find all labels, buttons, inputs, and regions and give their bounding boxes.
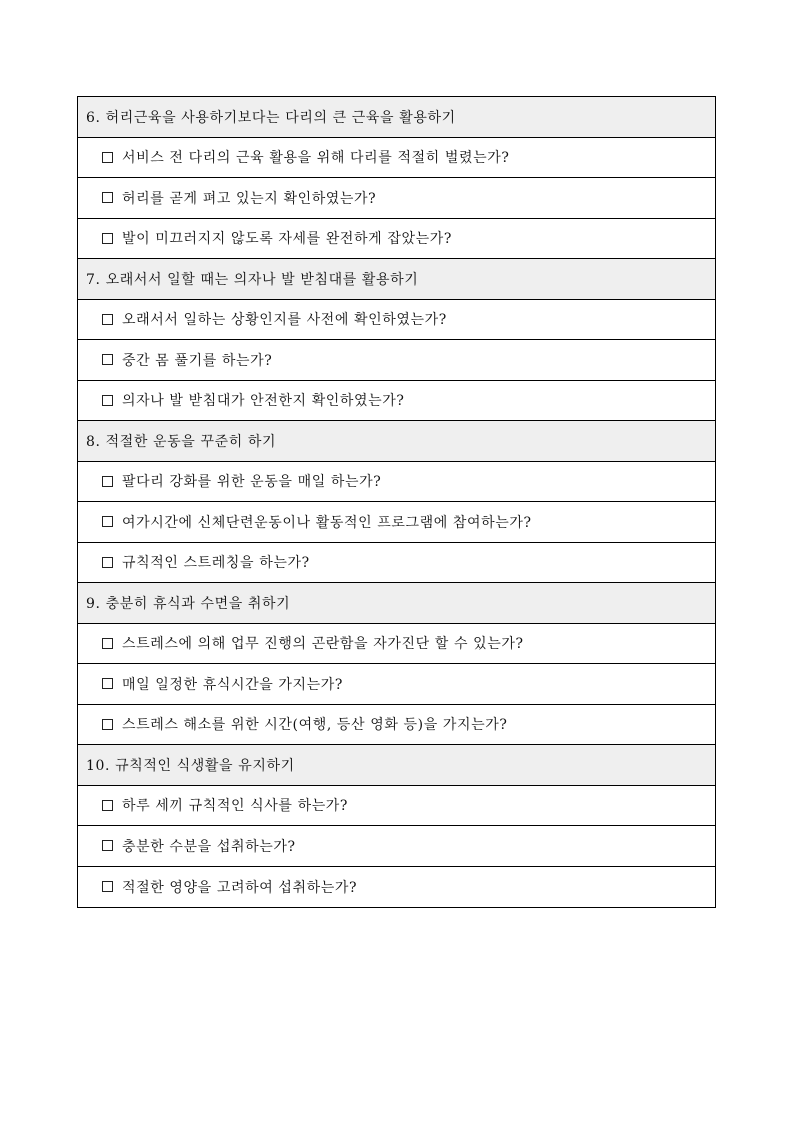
section-header (78, 97, 715, 138)
checklist-item[interactable] (78, 826, 715, 867)
checkbox-icon[interactable] (102, 881, 113, 892)
checklist-item-text: 스트레스 해소를 위한 시간(여행, 등산 영화 등)을 가지는가? (122, 717, 508, 734)
section-header (78, 259, 715, 300)
checklist-item-text: 발이 미끄러지지 않도록 자세를 완전하게 잡았는가? (122, 231, 452, 248)
checkbox-icon[interactable] (102, 840, 113, 851)
checklist-item[interactable] (78, 178, 715, 219)
checklist-item-text: 오래서서 일하는 상황인지를 사전에 확인하였는가? (122, 312, 447, 329)
checkbox-icon[interactable] (102, 395, 113, 406)
checkbox-icon[interactable] (102, 192, 113, 203)
checklist-item-text: 중간 몸 풀기를 하는가? (122, 352, 273, 369)
section-title: 6. 허리근육을 사용하기보다는 다리의 큰 근육을 활용하기 (86, 109, 456, 126)
checklist-item[interactable] (78, 300, 715, 341)
section-title: 9. 충분히 휴식과 수면을 취하기 (86, 595, 291, 612)
checklist-item-text: 서비스 전 다리의 근육 활용을 위해 다리를 적절히 벌렸는가? (122, 150, 510, 167)
section-title: 10. 규칙적인 식생활을 유지하기 (86, 757, 295, 774)
checklist-table (77, 96, 716, 908)
checkbox-icon[interactable] (102, 719, 113, 730)
checklist-item[interactable] (78, 462, 715, 503)
checklist-item-text: 팔다리 강화를 위한 운동을 매일 하는가? (122, 474, 382, 491)
checklist-item-text: 하루 세끼 규칙적인 식사를 하는가? (122, 798, 349, 815)
checkbox-icon[interactable] (102, 314, 113, 325)
checklist-item[interactable] (78, 664, 715, 705)
checkbox-icon[interactable] (102, 233, 113, 244)
section-title: 7. 오래서서 일할 때는 의자나 발 받침대를 활용하기 (86, 271, 419, 288)
checklist-item-text: 규칙적인 스트레칭을 하는가? (122, 555, 310, 572)
checklist-item-text: 매일 일정한 휴식시간을 가지는가? (122, 676, 343, 693)
checklist-item[interactable] (78, 867, 715, 908)
checkbox-icon[interactable] (102, 354, 113, 365)
checklist-item[interactable] (78, 381, 715, 422)
checklist-item-text: 허리를 곧게 펴고 있는지 확인하였는가? (122, 190, 377, 207)
checkbox-icon[interactable] (102, 678, 113, 689)
checkbox-icon[interactable] (102, 152, 113, 163)
checklist-item[interactable] (78, 705, 715, 746)
checklist-item[interactable] (78, 786, 715, 827)
section-header (78, 745, 715, 786)
checklist-item[interactable] (78, 340, 715, 381)
section-header (78, 583, 715, 624)
checklist-item-text: 충분한 수분을 섭취하는가? (122, 838, 296, 855)
checkbox-icon[interactable] (102, 800, 113, 811)
checkbox-icon[interactable] (102, 476, 113, 487)
checklist-item[interactable] (78, 219, 715, 260)
checklist-item[interactable] (78, 138, 715, 179)
section-header (78, 421, 715, 462)
checklist-item[interactable] (78, 624, 715, 665)
checklist-item-text: 스트레스에 의해 업무 진행의 곤란함을 자가진단 할 수 있는가? (122, 636, 524, 653)
checklist-item[interactable] (78, 543, 715, 584)
section-title: 8. 적절한 운동을 꾸준히 하기 (86, 433, 277, 450)
checklist-item-text: 의자나 발 받침대가 안전한지 확인하였는가? (122, 393, 405, 410)
checkbox-icon[interactable] (102, 638, 113, 649)
checklist-item[interactable] (78, 502, 715, 543)
checkbox-icon[interactable] (102, 557, 113, 568)
checklist-item-text: 여가시간에 신체단련운동이나 활동적인 프로그램에 참여하는가? (122, 514, 532, 531)
checklist-item-text: 적절한 영양을 고려하여 섭취하는가? (122, 879, 358, 896)
checkbox-icon[interactable] (102, 516, 113, 527)
